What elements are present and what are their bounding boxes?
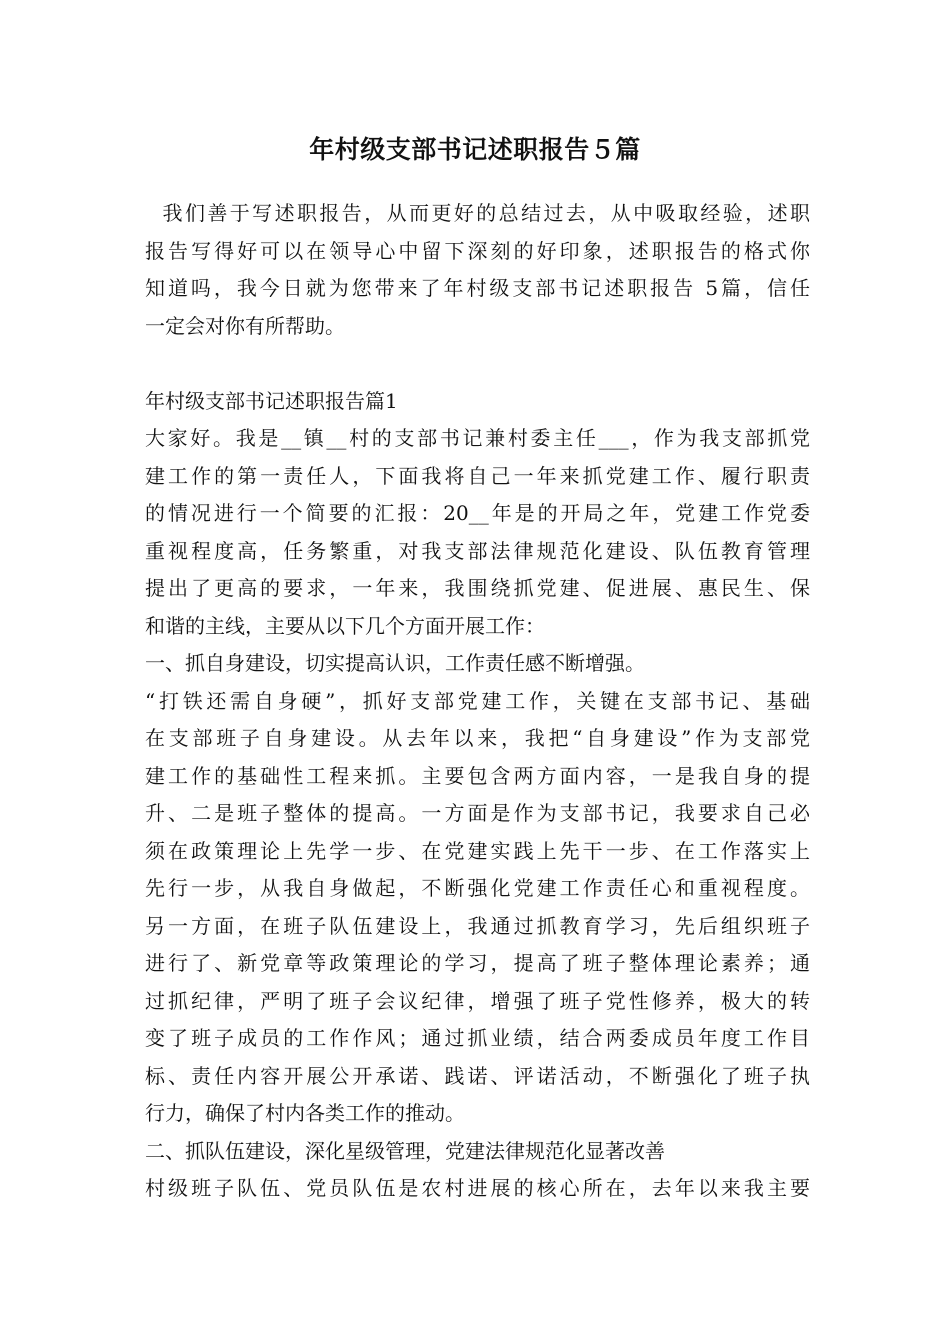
text-line: 变了班子成员的工作作风；通过抓业绩，结合两委成员年度工作目 (145, 1026, 810, 1050)
text-line: 在支部班子自身建设。从去年以来，我把“自身建设”作为支部党 (145, 726, 810, 750)
text-line: 我们善于写述职报告，从而更好的总结过去，从中吸取经验，述职 (145, 201, 810, 225)
text-line: 一、抓自身建设，切实提高认识，工作责任感不断增强。 (145, 651, 645, 675)
text-line: 建工作的基础性工程来抓。主要包含两方面内容，一是我自身的提 (145, 763, 810, 788)
text-line: 标、责任内容开展公开承诺、践诺、评诺活动，不断强化了班子执 (145, 1063, 810, 1088)
text-line: 建工作的第一责任人，下面我将自己一年来抓党建工作、履行职责 (145, 463, 810, 488)
text-line: 知道吗，我今日就为您带来了年村级支部书记述职报告 5篇，信任 (145, 276, 810, 300)
text-line: 过抓纪律，严明了班子会议纪律，增强了班子党性修养，极大的转 (145, 988, 810, 1013)
text-line: 大家好。我是__镇__村的支部书记兼村委主任___，作为我支部抓党 (145, 426, 810, 450)
text-line: 一定会对你有所帮助。 (145, 313, 345, 338)
text-line: “打铁还需自身硬”，抓好支部党建工作，关键在支部书记、基础 (145, 688, 810, 713)
document-body (145, 195, 810, 1208)
text-line: 进行了、新党章等政策理论的学习，提高了班子整体理论素养；通 (145, 951, 810, 975)
text-line: 另一方面，在班子队伍建设上，我通过抓教育学习，先后组织班子 (145, 913, 810, 938)
text-line: 报告写得好可以在领导心中留下深刻的好印象，述职报告的格式你 (145, 238, 810, 263)
text-line: 行力，确保了村内各类工作的推动。 (145, 1101, 465, 1125)
text-line: 提出了更高的要求，一年来，我围绕抓党建、促进展、惠民生、保 (145, 576, 810, 600)
paragraph-gap (145, 345, 810, 383)
text-line: 和谐的主线，主要从以下几个方面开展工作： (145, 613, 545, 638)
text-line: 升、二是班子整体的提高。一方面是作为支部书记，我要求自己必 (145, 801, 810, 825)
text-line: 的情况进行一个简要的汇报：20__年是的开局之年，党建工作党委 (145, 501, 810, 525)
text-line: 二、抓队伍建设，深化星级管理，党建法律规范化显著改善 (145, 1138, 665, 1163)
text-line: 重视程度高，任务繁重，对我支部法律规范化建设、队伍教育管理 (145, 538, 810, 563)
text-line: 先行一步，从我自身做起，不断强化党建工作责任心和重视程度。 (145, 876, 810, 900)
text-line: 须在政策理论上先学一步、在党建实践上先干一步、在工作落实上 (145, 838, 810, 863)
text-line: 村级班子队伍、党员队伍是农村进展的核心所在，去年以来我主要 (145, 1176, 810, 1200)
text-line: 年村级支部书记述职报告篇1 (145, 388, 398, 413)
document-title: 年村级支部书记述职报告５篇 (309, 135, 641, 164)
